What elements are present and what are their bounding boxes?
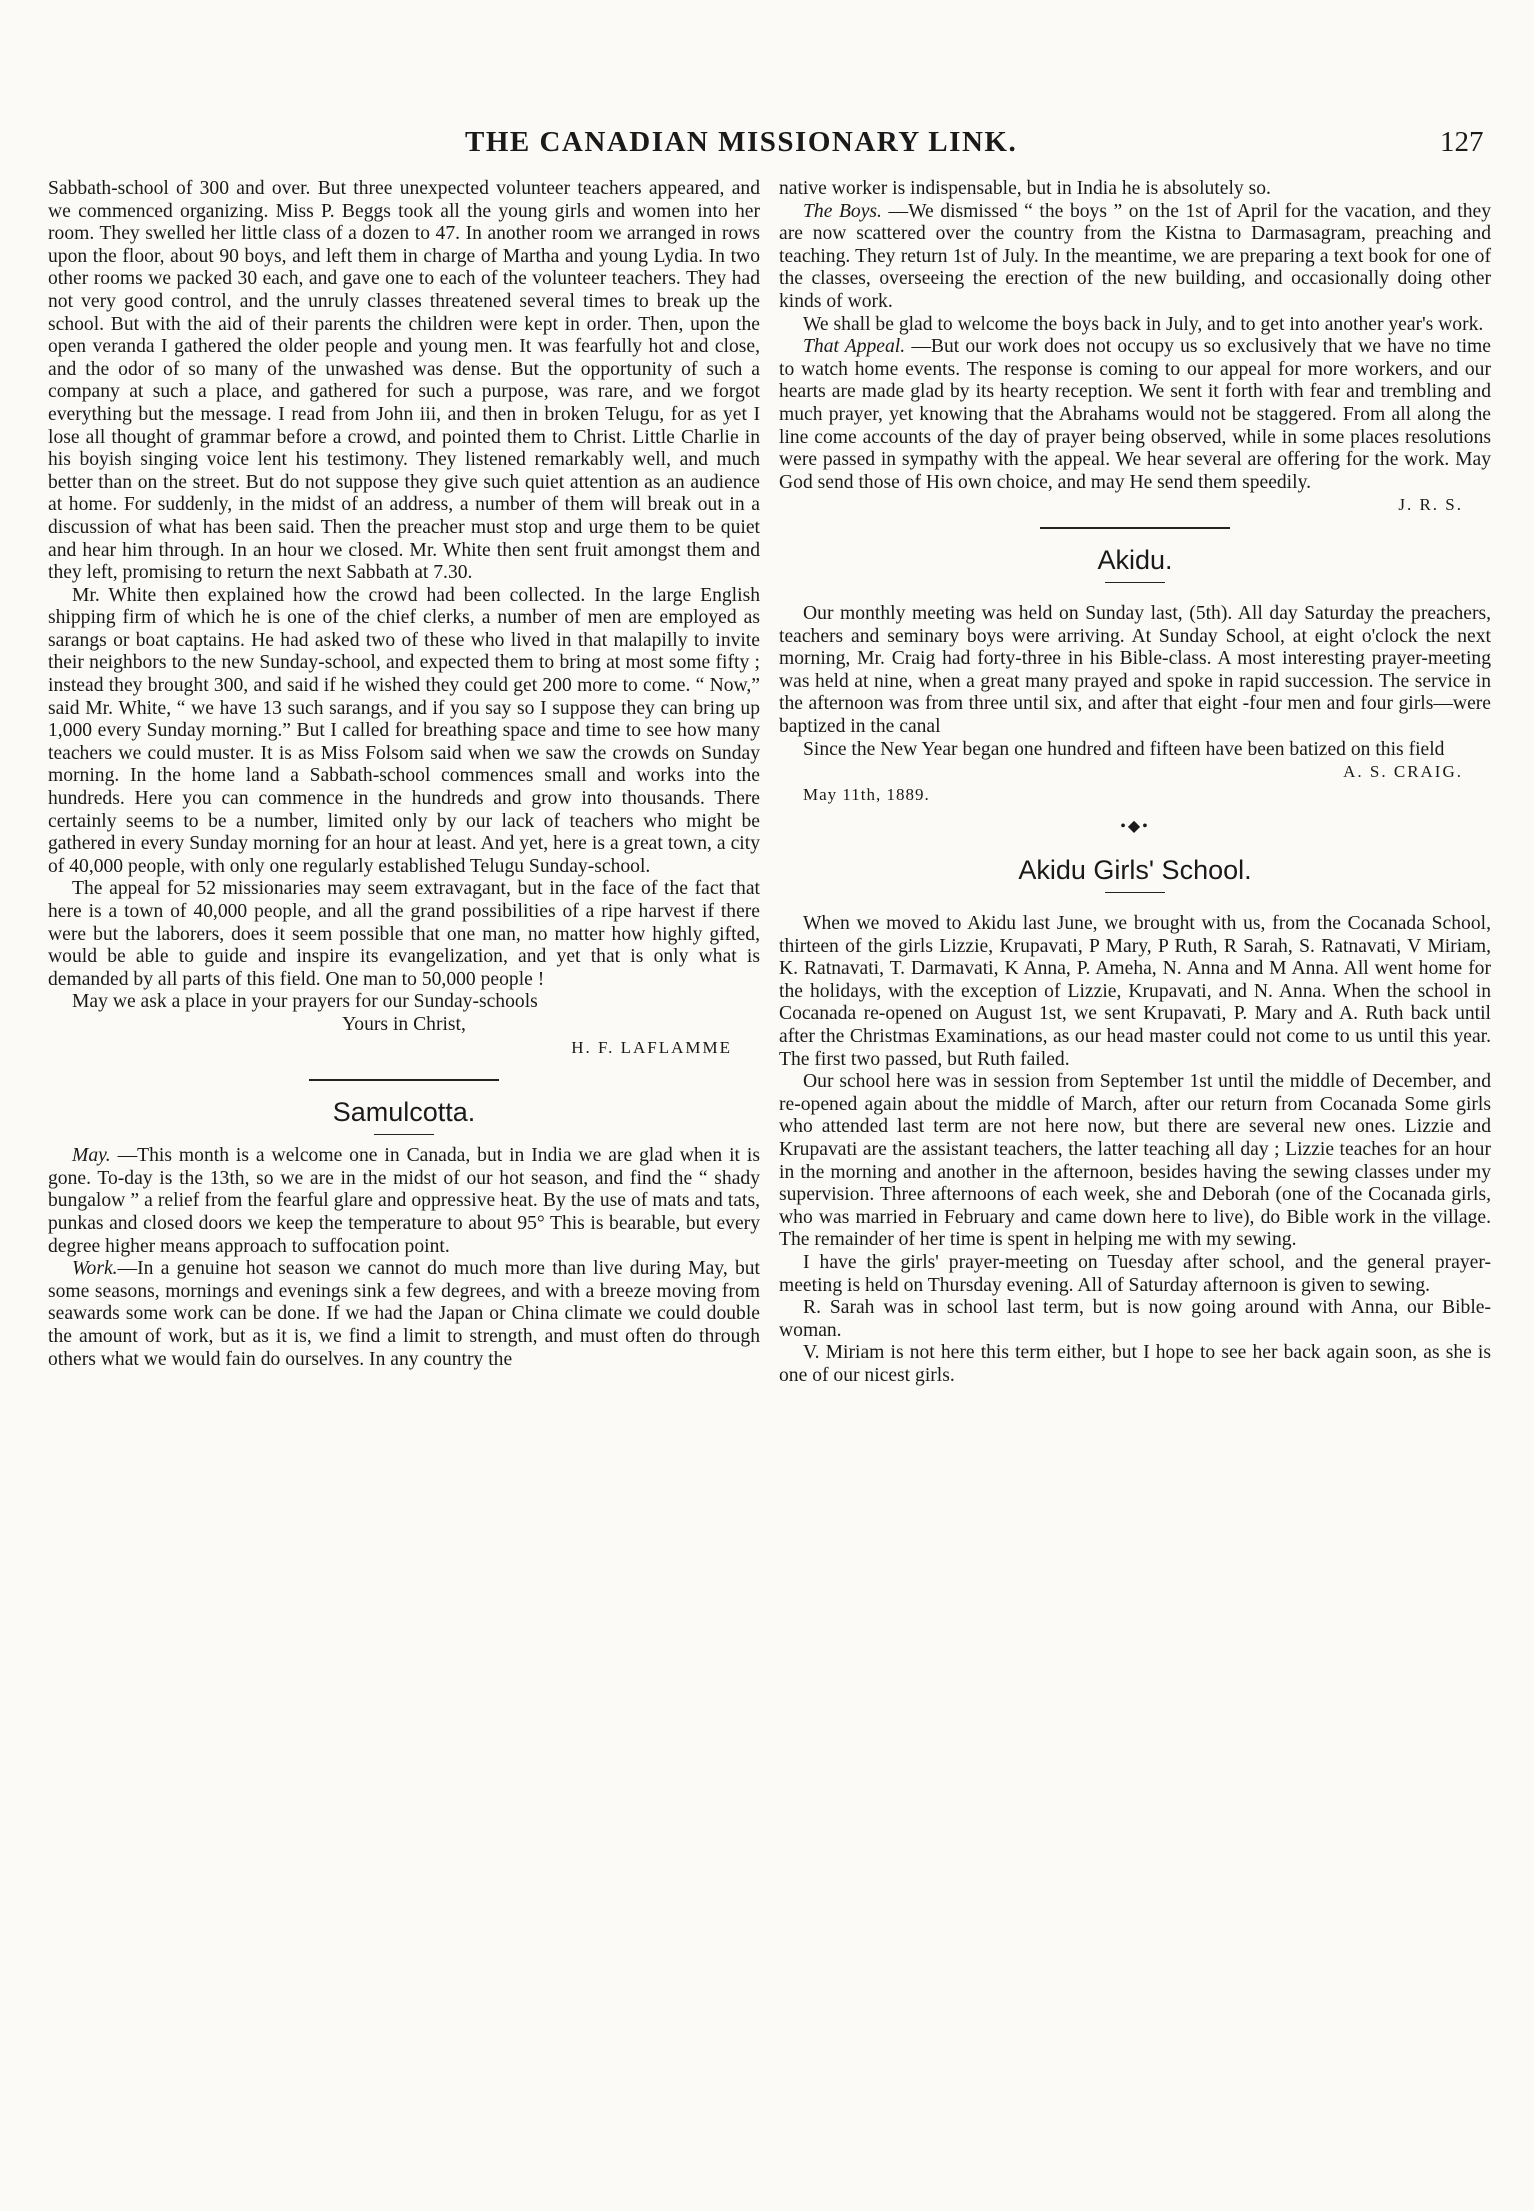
left-column <box>48 178 760 1371</box>
signature: J. R. S. <box>1398 495 1463 515</box>
ornament-divider: •◆• <box>1120 818 1150 836</box>
page-header <box>0 126 1534 176</box>
right-column <box>779 178 1491 1388</box>
paragraph: Sabbath-school of 300 and over. But three unexpected volunteer teachers appeared, and we commenced organizing. Miss P. Beggs took all the young girls and women into her room. They swelled her little class of a dozen to 47. In another room we arranged in rows upon the floor, about 90 boys, and left them in charge of Martha and young Lydia. In two other rooms we packed 30 each, and gave one to each of the volunteer teachers. They had not very good control, and the unruly classes threatened several times to break up the school. But with the aid of their parents the children were kept in order. Then, upon the open veranda I gathered the older people and young men. It was fearfully hot and close, and the odor of so many of the unwashed was dense. But the opportunity of such a company at such a place, and gathered for such a purpose, was rare, and we forgot everything but the message. I read from John iii, and then in broken Telugu, for as yet I lose all thought of grammar before a crowd, and pointed them to Christ. Little Charlie in his boyish singing voice lent his testimony. They listened remarkably well, and much better than on the street. But do not suppose they give such quiet attention as an audience at home. For suddenly, in the midst of an address, a number of them will break out in a discussion of what has been said. Then the preacher must stop and urge them to be quiet and hear him through. In an hour we closed. Mr. White then sent fruit amongst them and they left, promising to return the next Sabbath at 7.30. <box>48 178 760 584</box>
paragraph: The appeal for 52 missionaries may seem extravagant, but in the face of the fact that here is a town of 40,000 people, and all the grand possibilities of a ripe harvest if there were but the laborers, does it seem possible that one man, no matter how highly gifted, would be able to guide and inspire its evangelization, and yet that is only what is demanded by all parts of this field. One man to 50,000 people ! <box>48 878 760 990</box>
periodical-title: THE CANADIAN MISSIONARY LINK. <box>465 126 1018 158</box>
paragraph-lead: The Boys. <box>803 200 882 222</box>
section-heading-samulcotta: Samulcotta. <box>332 1097 476 1128</box>
paragraph: That Appeal. —But our work does not occupy us so exclusively that we have no time to watch home events. The response is coming to our appeal for more workers, and our hearts are made glad by its hearty reception. We sent it forth with fear and trembling and much prayer, yet knowing that the Abrahams would not be staggered. From all along the line come accounts of the day of prayer being observed, while in some places resolutions were passed in sympathy with the appeal. We hear several are offering for the work. May God send those of His own choice, and may He send them speedily. <box>779 336 1491 493</box>
dateline: May 11th, 1889. <box>803 784 930 804</box>
paragraph: V. Miriam is not here this term either, but I hope to see her back again soon, as she is one of our nicest girls. <box>779 1342 1491 1386</box>
paragraph: May. —This month is a welcome one in Canada, but in India we are glad when it is gone. To-day is the 13th, so we are in the midst of our hot season, and find the “ shady bungalow ” a relief from the fearful glare and oppressive heat. By the use of mats and tats, punkas and closed doors we keep the temperature to about 95° This is bearable, but every degree higher means approach to suffocation point. <box>48 1145 760 1257</box>
section-heading-girls-school: Akidu Girls' School. <box>1018 854 1252 885</box>
signature: A. S. CRAIG. <box>1343 762 1463 782</box>
paragraph: May we ask a place in your prayers for our Sunday-schools <box>72 991 538 1013</box>
paragraph-lead: That Appeal. <box>803 336 906 358</box>
paragraph: Since the New Year began one hundred and fifteen have been batized on this field <box>803 738 1445 760</box>
paragraph: I have the girls' prayer-meeting on Tuesday after school, and the general prayer-meeting is held on Thursday evening. All of Saturday afternoon is given to sewing. <box>779 1251 1491 1296</box>
paragraph: Our school here was in session from September 1st until the middle of December, and re-opened again about the middle of March, after our return from Cocanada Some girls who attended last term are not here now, but there are several new ones. Lizzie and Krupavati are the assistant teachers, the latter teaching all day ; Lizzie teaches for an hour in the morning and another in the afternoon, besides having the sewing classes under my supervision. Three afternoons of each week, she and Deborah (one of the Cocanada girls, who was married in February and came down here to live), do Bible work in the village. The remainder of her time is spent in helping me with my sewing. <box>779 1071 1491 1251</box>
paragraph: The Boys. —We dismissed “ the boys ” on the 1st of April for the vacation, and they are now scattered over the country from the Kistna to Darmasagram, preaching and teaching. They return 1st of July. In the meantime, we are preparing a text book for one of the classes, overseeing the erection of the new building, and occasionally doing other kinds of work. <box>779 200 1491 312</box>
paragraph: Work.—In a genuine hot season we cannot do much more than live during May, but some seasons, mornings and evenings sink a few degrees, and with a breeze moving from seawards some work can be done. If we had the Japan or China climate we could double the amount of work, but as it is, we find a limit to strength, and must often do through others what we would fain do ourselves. In any country the <box>48 1258 760 1370</box>
paragraph: We shall be glad to welcome the boys back in July, and to get into another year's work. <box>803 313 1484 335</box>
section-heading-akidu: Akidu. <box>1097 544 1173 575</box>
page-number: 127 <box>1440 126 1484 158</box>
paragraph: Our monthly meeting was held on Sunday last, (5th). All day Saturday the preachers, teachers and seminary boys were arriving. At Sunday School, at eight o'clock the next morning, Mr. Craig had forty-three in his Bible-class. A most interesting prayer-meeting was held at nine, when a great many prayed and spoke in rapid succession. The service in the afternoon was from three until six, and after that eight -four men and four girls—were baptized in the canal <box>779 603 1491 737</box>
paragraph-lead: Work. <box>72 1258 118 1280</box>
paragraph-lead: May. <box>72 1145 111 1167</box>
paragraph: R. Sarah was in school last term, but is now going around with Anna, our Bible-woman. <box>779 1297 1491 1341</box>
paragraph: Mr. White then explained how the crowd had been collected. In the large English shipping firm of which he is one of the chief clerks, a number of men are employed as sarangs or boat captains. He had asked two of these who lived in that malapilly to invite their neighbors to the new Sunday-school, and expected them to bring at most some fifty ; instead they brought 300, and said if he wished they could get 200 more to come. “ Now,” said Mr. White, “ we have 13 such sarangs, and if you say so I suppose they can bring up 1,000 every Sunday morning.” But I called for breathing space and time to see how many teachers we could muster. It is as Miss Folsom said when we saw the crowds on Sunday morning. In the home land a Sabbath-school commences small and works into the hundreds. Here you can commence in the hundreds and grow into thousands. There certainly seems to be a number, limited only by our lack of teachers who might be gathered in every Sunday morning for an hour at least. And yet, here is a great town, a city of 40,000 people, with only one regularly established Telugu Sunday-school. <box>48 584 760 877</box>
letter-closing: Yours in Christ, <box>342 1013 466 1035</box>
paragraph: When we moved to Akidu last June, we brought with us, from the Cocanada School, thirteen of the girls Lizzie, Krupavati, P Mary, P Ruth, R Sarah, S. Ratnavati, V Miriam, K. Ratnavati, T. Darmavati, K Anna, P. Ameha, N. Anna and M Anna. All went home for the holidays, with the exception of Lizzie, Krupavati, and N. Anna. When the school in Cocanada re-opened on August 1st, we sent Krupavati, P. Mary and A. Ruth back until after the Christmas Examinations, as our head master could not come to us until this year. The first two passed, but Ruth failed. <box>779 913 1491 1070</box>
signature: H. F. LAFLAMME <box>571 1037 732 1057</box>
paragraph: native worker is indispensable, but in India he is absolutely so. <box>779 178 1271 199</box>
